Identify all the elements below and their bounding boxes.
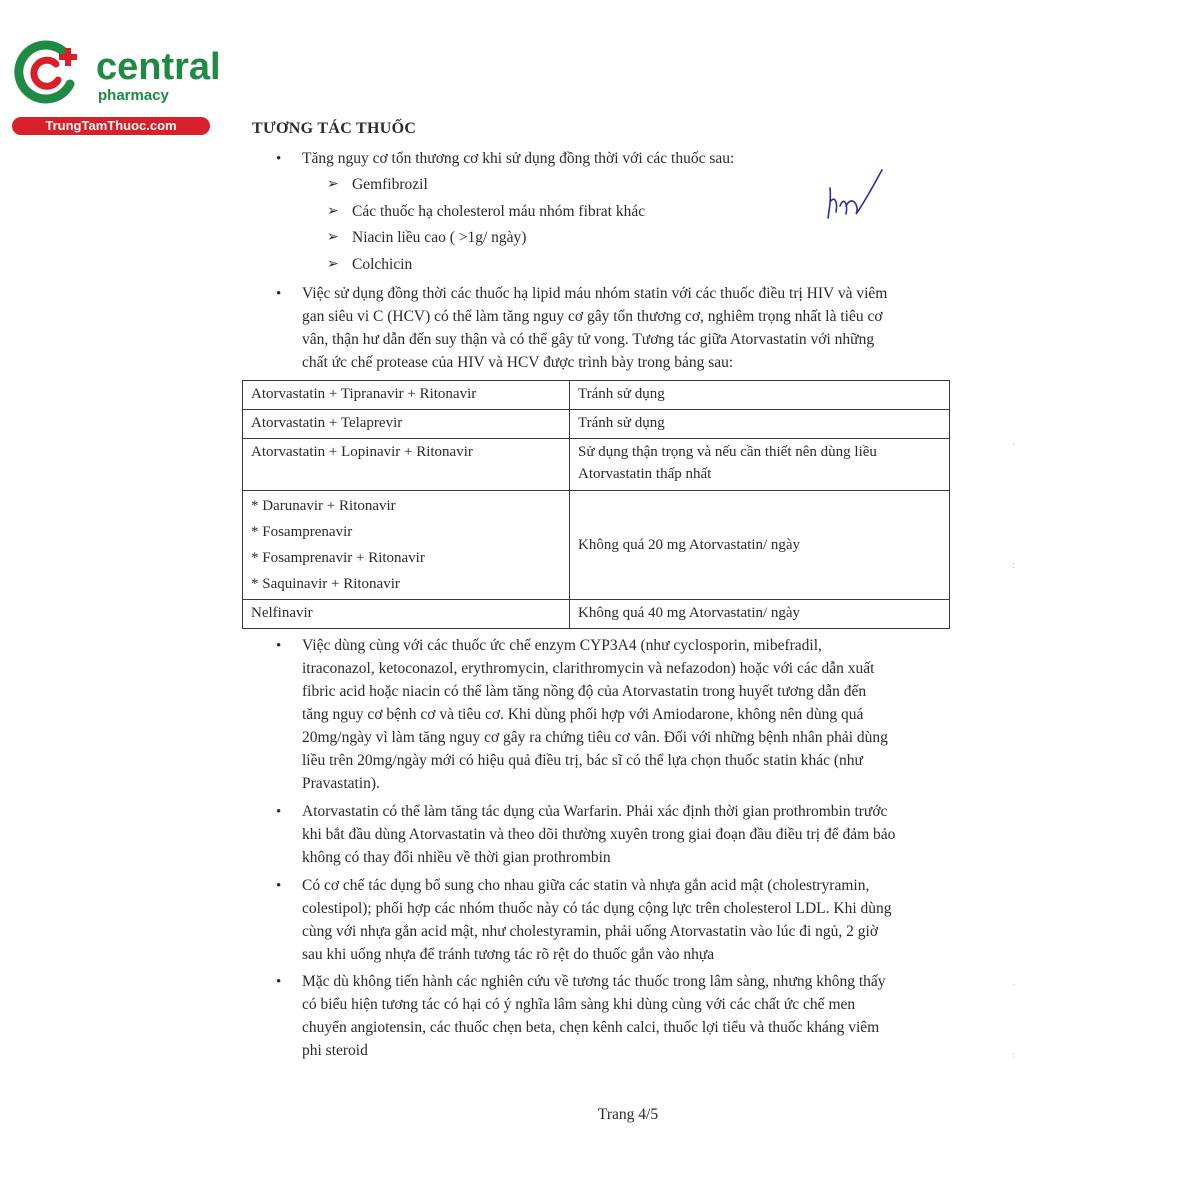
- table-row: [243, 410, 950, 439]
- logo-brand-text: central: [96, 46, 221, 88]
- table-cell-combo-list: [243, 491, 570, 600]
- scan-mark: ·: [1012, 440, 1016, 451]
- text-line: Việc dùng cùng với các thuốc ức chế enzym CYP3A4 (như cyclosporin, mibefradil,: [302, 637, 822, 654]
- drug-item: Gemfibrozil: [352, 176, 428, 193]
- drug-item: Colchicin: [352, 256, 413, 273]
- interaction-table: [242, 380, 950, 629]
- table-cell-advice: Không quá 40 mg Atorvastatin/ ngày: [570, 600, 950, 629]
- scan-mark: ·: [1012, 980, 1016, 991]
- table-cell-advice: Tránh sử dụng: [570, 410, 950, 439]
- text-line: fibric acid hoặc niacin có thể làm tăng nồng độ của Atorvastatin trong huyết tương dẫn đến: [302, 683, 867, 700]
- text-line: có biểu hiện tương tác có hại có ý nghĩa lâm sàng khi dùng cùng với các chất ức chế men: [302, 996, 856, 1013]
- drug-item: Niacin liều cao ( >1g/ ngày): [352, 229, 527, 246]
- combo-item: * Saquinavir + Ritonavir: [251, 576, 400, 592]
- text-line: chuyển angiotensin, các thuốc chẹn beta, chẹn kênh calci, thuốc lợi tiểu và thuốc kháng viêm: [302, 1019, 880, 1036]
- bullet-icon: •: [276, 638, 282, 654]
- signature-icon: [822, 166, 884, 224]
- text-line: vân, thận hư dẫn đến suy thận và có thể gây tử vong. Tương tác giữa Atorvastatin với những: [302, 331, 875, 348]
- advice-line: Sử dụng thận trọng và nếu cần thiết nên dùng liều: [578, 444, 877, 460]
- text-line: itraconazol, ketoconazol, erythromycin, clarithromycin và nefazodon) hoặc với các dẫn xuất: [302, 660, 875, 677]
- central-pharmacy-logo-icon: [12, 38, 82, 108]
- text-line: colestipol); phối hợp các nhóm thuốc này có tác dụng cộng lực trên cholesterol LDL. Khi dùng: [302, 900, 892, 917]
- bullet-icon: •: [276, 974, 282, 990]
- text-line: phi steroid: [302, 1042, 368, 1059]
- text-line: cùng với nhựa gắn acid mật, như cholestyramin, phải uống Atorvastatin vào lúc đi ngủ, 2 giờ: [302, 923, 879, 940]
- table-row: [243, 491, 950, 600]
- arrow-bullet-icon: ➢: [327, 257, 339, 272]
- table-cell-combo: Nelfinavir: [243, 600, 570, 629]
- text-line: sau khi uống nhựa để tránh tương tác rõ rệt do thuốc gắn vào nhựa: [302, 946, 715, 963]
- bullet-icon: •: [276, 804, 282, 820]
- bullet4-paragraph: [302, 800, 942, 869]
- text-line: chất ức chế protease của HIV và HCV được trình bày trong bảng sau:: [302, 354, 734, 371]
- table-cell-combo: Atorvastatin + Telaprevir: [243, 410, 570, 439]
- brand-logo[interactable]: [10, 36, 221, 136]
- table-row: [243, 381, 950, 410]
- logo-subtitle: pharmacy: [98, 87, 169, 104]
- combo-item: * Fosamprenavir + Ritonavir: [251, 550, 425, 566]
- combo-item: * Fosamprenavir: [251, 524, 353, 540]
- text-line: không có thay đổi nhiều về thời gian prothrombin: [302, 849, 611, 866]
- text-line: khi bắt đầu dùng Atorvastatin và theo dõi thường xuyên trong giai đoạn đầu điều trị để đảm bảo: [302, 826, 896, 843]
- table-row: [243, 600, 950, 629]
- text-line: Atorvastatin có thể làm tăng tác dụng của Warfarin. Phải xác định thời gian prothrombin trước: [302, 803, 888, 820]
- arrow-bullet-icon: ➢: [327, 177, 339, 192]
- arrow-bullet-icon: ➢: [327, 204, 339, 219]
- scan-mark: :: [1012, 560, 1015, 571]
- table-cell-combo: Atorvastatin + Tipranavir + Ritonavir: [243, 381, 570, 410]
- text-line: tăng nguy cơ bệnh cơ và tiêu cơ. Khi dùng phối hợp với Amiodarone, không nên dùng quá: [302, 706, 864, 723]
- bullet5-paragraph: [302, 874, 942, 966]
- text-line: Việc sử dụng đồng thời các thuốc hạ lipid máu nhóm statin với các thuốc điều trị HIV và viêm: [302, 285, 888, 302]
- text-line: liều trên 20mg/ngày mới có hiệu quả điều trị, bác sĩ có thể lựa chọn thuốc statin khác (như: [302, 752, 863, 769]
- bullet-icon: •: [276, 151, 282, 167]
- text-line: Có cơ chế tác dụng bổ sung cho nhau giữa các statin và nhựa gắn acid mật (cholestryramin,: [302, 877, 870, 894]
- bullet-icon: •: [276, 286, 282, 302]
- drug-item: Các thuốc hạ cholesterol máu nhóm fibrat khác: [352, 203, 646, 220]
- advice-line: Atorvastatin thấp nhất: [578, 466, 712, 482]
- bullet-icon: •: [276, 878, 282, 894]
- combo-item: * Darunavir + Ritonavir: [251, 498, 396, 514]
- bullet6-paragraph: [302, 970, 942, 1062]
- bullet2-paragraph: [302, 282, 942, 374]
- table-cell-combo: Atorvastatin + Lopinavir + Ritonavir: [243, 439, 570, 491]
- section-title: TƯƠNG TÁC THUỐC: [252, 120, 417, 137]
- arrow-bullet-icon: ➢: [327, 230, 339, 245]
- logo-website[interactable]: TrungTamThuoc.com: [12, 117, 210, 135]
- page-number: Trang 4/5: [597, 1106, 659, 1123]
- bullet3-paragraph: [302, 634, 942, 795]
- scan-mark: :: [1012, 1050, 1015, 1061]
- text-line: gan siêu vi C (HCV) có thể làm tăng nguy cơ gây tổn thương cơ, nghiêm trọng nhất là tiêu cơ: [302, 308, 883, 325]
- table-cell-advice: [570, 439, 950, 491]
- table-row: [243, 439, 950, 491]
- text-line: 20mg/ngày vì làm tăng nguy cơ gây ra chứng tiêu cơ vân. Đối với những bệnh nhân phải dùng: [302, 729, 888, 746]
- table-cell-advice: Tránh sử dụng: [570, 381, 950, 410]
- bullet1-text: Tăng nguy cơ tổn thương cơ khi sử dụng đồng thời với các thuốc sau:: [302, 150, 735, 167]
- text-line: Pravastatin).: [302, 775, 380, 792]
- table-cell-advice: Không quá 20 mg Atorvastatin/ ngày: [570, 491, 950, 600]
- text-line: Mặc dù không tiến hành các nghiên cứu về tương tác thuốc trong lâm sàng, nhưng không thấy: [302, 973, 886, 990]
